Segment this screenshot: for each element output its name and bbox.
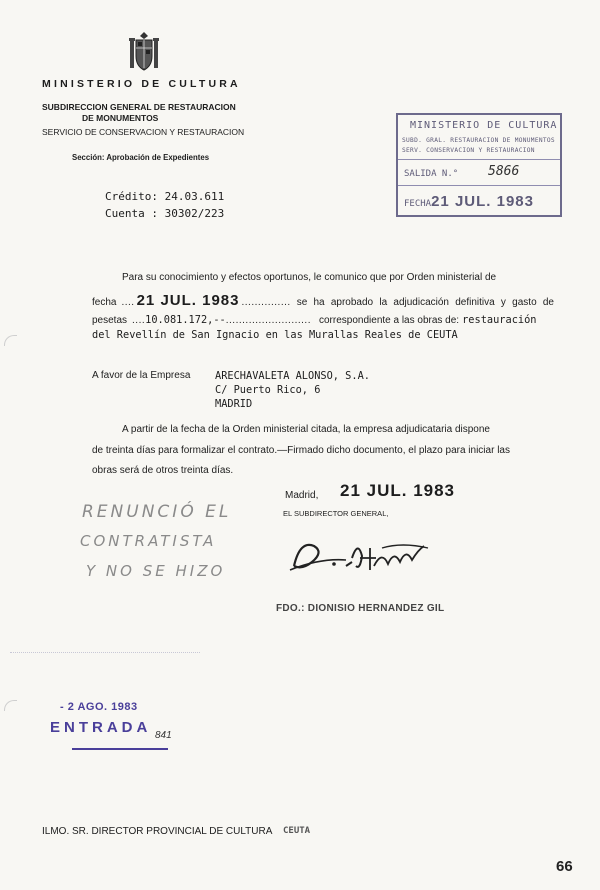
body-line-6: obras será de otros treinta días.	[92, 465, 234, 476]
page-number: 66	[556, 858, 573, 875]
stamp-fecha-value: 21 JUL. 1983	[431, 193, 534, 210]
handwritten-note-line-1: RENUNCIÓ EL	[82, 502, 232, 522]
handwritten-note-line-3: Y NO SE HIZO	[86, 562, 226, 580]
fecha-label: fecha	[92, 297, 117, 308]
handwritten-note-line-2: CONTRATISTA	[80, 532, 217, 550]
body-line-3: pesetas .... 10.081.172,-- .......................... correspondiente a las obras de: restauración	[92, 314, 537, 326]
section-line: Sección: Aprobación de Expedientes	[72, 153, 210, 162]
subdirection-line-2: DE MONUMENTOS	[82, 113, 159, 123]
stamp-ministry: MINISTERIO DE CULTURA	[410, 120, 558, 131]
works-description-2: del Revellín de San Ignacio en las Murallas Reales de CEUTA	[92, 329, 458, 341]
stamp-service: SERV. CONSERVACION Y RESTAURACION	[402, 147, 535, 154]
company-name: ARECHAVALETA ALONSO, S.A.	[215, 370, 370, 382]
stamp-subdirection: SUBD. GRAL. RESTAURACION DE MONUMENTOS	[402, 137, 555, 144]
recipient-addressee: ILMO. SR. DIRECTOR PROVINCIAL DE CULTURA	[42, 826, 273, 837]
account-line: Cuenta : 30302/223	[105, 207, 225, 220]
approval-text: se ha aprobado la adjudicación definitiva y gasto de	[296, 297, 554, 308]
works-label: correspondiente a las obras de:	[319, 315, 460, 326]
body-line-4: A partir de la fecha de la Orden ministerial citada, la empresa adjudicataria dispone	[122, 424, 490, 435]
company-label: A favor de la Empresa	[92, 370, 191, 381]
body-line-2: fecha .... 21 JUL. 1983 ............... se ha aprobado la adjudicación definitiva y gasto de	[92, 292, 554, 309]
credit-line: Crédito: 24.03.611	[105, 190, 225, 203]
recipient-city: CEUTA	[283, 826, 311, 836]
works-description-1: restauración	[462, 314, 537, 326]
stamp-salida-number: 5866	[488, 164, 520, 179]
entrada-date: - 2 AGO. 1983	[60, 701, 138, 713]
company-city: MADRID	[215, 398, 253, 410]
stamp-divider	[398, 185, 560, 186]
faint-smudge	[10, 652, 200, 661]
entrada-label: ENTRADA	[50, 719, 152, 736]
entrada-underline	[72, 748, 168, 750]
stamp-fecha	[404, 193, 534, 210]
signature-place: Madrid,	[285, 490, 319, 501]
signature-date: 21 JUL. 1983	[340, 481, 456, 500]
order-date: 21 JUL. 1983	[136, 292, 240, 309]
binder-mark	[4, 335, 17, 346]
body-line-1: Para su conocimiento y efectos oportunos, le comunico que por Orden ministerial de	[122, 272, 497, 283]
subdirection-line-1: SUBDIRECCION GENERAL DE RESTAURACION	[42, 102, 236, 112]
amount-value: 10.081.172,--	[145, 314, 226, 326]
signature-role: EL SUBDIRECTOR GENERAL,	[283, 509, 389, 518]
binder-mark	[4, 700, 17, 711]
stamp-salida-label: SALIDA N.°	[404, 169, 459, 179]
exit-stamp	[396, 113, 562, 217]
coat-of-arms-icon	[124, 30, 164, 72]
ministry-title: MINISTERIO DE CULTURA	[42, 78, 241, 90]
handwritten-signature	[286, 532, 436, 580]
body-line-5: de treinta días para formalizar el contrato.—Firmado dicho documento, el plazo para iniciar las	[92, 445, 510, 456]
pesetas-label: pesetas	[92, 315, 128, 326]
company-street: C/ Puerto Rico, 6	[215, 384, 321, 396]
service-line: SERVICIO DE CONSERVACION Y RESTAURACION	[42, 127, 245, 137]
entrada-number: 841	[155, 730, 172, 741]
stamp-fecha-label: FECHA	[404, 199, 432, 209]
stamp-divider	[398, 159, 560, 160]
signatory-name: FDO.: DIONISIO HERNANDEZ GIL	[276, 603, 445, 614]
